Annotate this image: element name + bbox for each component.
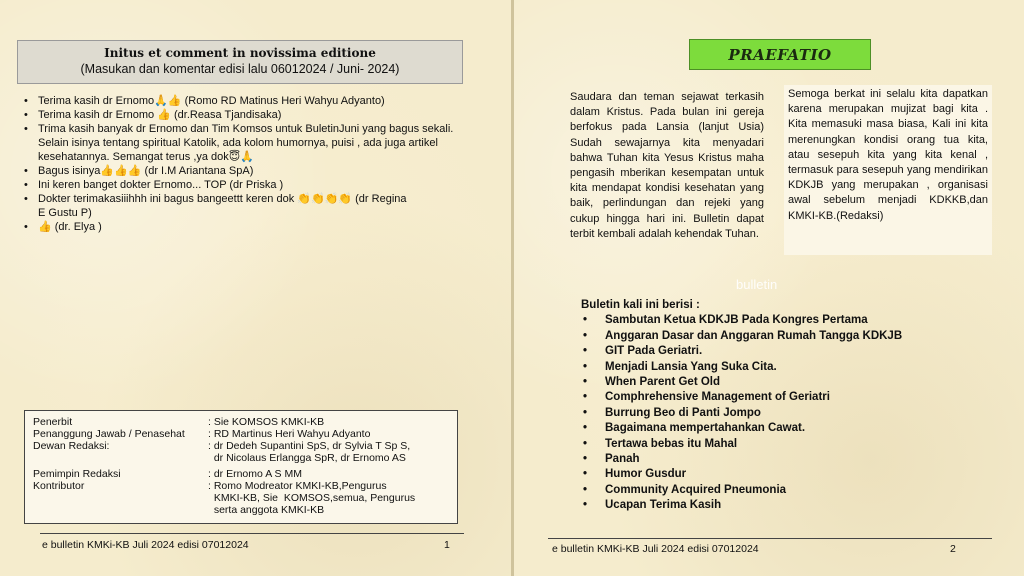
- folded-hands-icon: 🙏: [240, 150, 254, 163]
- contents-item: • Burrung Beo di Panti Jompo: [581, 406, 1001, 421]
- credit-row-kontributor-cont: [33, 492, 449, 504]
- credit-row-penanggung-jawab: [33, 428, 449, 440]
- credit-value: KMKI-KB, Sie KOMSOS,semua, Pengurus: [208, 492, 416, 504]
- page-1: [0, 0, 511, 576]
- page-number: 2: [950, 543, 956, 555]
- credit-value: : dr Ernomo A S MM: [208, 468, 302, 480]
- page-number: 1: [444, 539, 450, 551]
- contents-item: • GIT Pada Geriatri.: [581, 344, 1001, 359]
- clapping-hands-icon: 👏: [297, 192, 311, 205]
- masthead-box: [24, 410, 458, 524]
- contents-item: • Comphrehensive Management of Geriatri: [581, 390, 1001, 405]
- credit-value: serta anggota KMKI-KB: [208, 504, 325, 516]
- thumbs-up-icon: 👍: [38, 220, 52, 233]
- thumbs-up-icon: 👍: [127, 164, 142, 177]
- contents-item: • Humor Gusdur: [581, 467, 1001, 482]
- credit-row-kontributor: [33, 480, 449, 492]
- contents-item: • When Parent Get Old: [581, 375, 1001, 390]
- folded-hands-icon: 🙏: [154, 94, 168, 107]
- credit-row-penerbit: [33, 416, 449, 428]
- contents-item: • Bagaimana mempertahankan Cawat.: [581, 421, 1001, 436]
- comment-item: [24, 94, 454, 108]
- clapping-hands-icon: 👏: [324, 192, 339, 205]
- contents-item: • Tertawa bebas itu Mahal: [581, 437, 1001, 452]
- table-of-contents: [581, 298, 1001, 514]
- comment-author: (dr I.M Ariantana SpA): [141, 165, 254, 177]
- feedback-subtitle: (Masukan dan komentar edisi lalu 06012024 / Juni- 2024): [80, 62, 400, 76]
- contents-item: • Anggaran Dasar dan Anggaran Rumah Tangga KDKJB: [581, 329, 1001, 344]
- credit-label: Pemimpin Redaksi: [33, 468, 121, 480]
- credit-row-dewan-redaksi: [33, 440, 449, 452]
- contents-item: • Menjadi Lansia Yang Suka Cita.: [581, 360, 1001, 375]
- preface-column-left: Saudara dan teman sejawat terkasih dalam Kristus. Pada bulan ini gereja berfokus pada Lansia (lanjut Usia) Sudah sewajarnya kita menyadari bahwa Tuhan kita Yesus Kristus maha pengasih mberikan kesempatan untuk kita mendapat kondisi kesehatan yang baik, perlindungan dan rejeki yang cukup hingga hari ini. Bulletin dapat terbit kembali adalah kehendak Tuhan.: [570, 91, 764, 240]
- clapping-hands-icon: 👏: [310, 192, 325, 205]
- credit-label: Penerbit: [33, 416, 73, 428]
- comment-item: [24, 178, 454, 192]
- feedback-header-box: [17, 40, 463, 84]
- comment-author: (dr.Reasa Tjandisaka): [170, 109, 282, 121]
- credit-row-dewan-redaksi-cont: [33, 452, 449, 464]
- credit-label: Dewan Redaksi:: [33, 440, 110, 452]
- preface-column-right: Semoga berkat ini selalu kita dapatkan karena merupakan mujizat bagi kita . Kita memasuki masa biasa, Kali ini kita merenungkan kondisi orang tua kita, atau sesepuh kita yang kita kenal , termasuk para sesepuh yang mendirikan KDKJB yang merupakan , organisasi awal sebelum menjadi KDKKB,dan KMKI-KB.(Redaksi): [784, 85, 992, 255]
- comment-author: (Romo RD Matinus Heri Wahyu Adyanto): [181, 95, 385, 107]
- contents-list: [581, 313, 1001, 513]
- footer-divider: [548, 538, 992, 539]
- comment-text: Terima kasih dr Ernomo: [38, 109, 158, 121]
- credit-value: : Sie KOMSOS KMKI-KB: [208, 416, 325, 428]
- contents-heading: Buletin kali ini berisi :: [581, 299, 700, 311]
- credit-value: : RD Martinus Heri Wahyu Adyanto: [208, 428, 371, 440]
- comment-author: (dr. Elya ): [51, 221, 102, 233]
- credit-value: : dr Dedeh Supantini SpS, dr Sylvia T Sp S,: [208, 440, 411, 452]
- credit-row-kontributor-cont: [33, 504, 449, 516]
- footer-divider: [40, 533, 464, 534]
- page-2: [514, 0, 1024, 576]
- contents-item: • Community Acquired Pneumonia: [581, 483, 1001, 498]
- comment-item: [24, 108, 454, 122]
- credit-row-pemimpin-redaksi: [33, 468, 449, 480]
- clapping-hands-icon: 👏: [338, 192, 353, 205]
- contents-item: • Panah: [581, 452, 1001, 467]
- thumbs-up-icon: 👍: [100, 164, 115, 177]
- footer-text: e bulletin KMKi-KB Juli 2024 edisi 07012024: [42, 539, 249, 551]
- praefatio-title: PRAEFATIO: [728, 45, 832, 64]
- credit-value: : Romo Modreator KMKI-KB,Pengurus: [208, 480, 387, 492]
- comments-list: [24, 94, 454, 234]
- comment-text: Terima kasih dr Ernomo: [38, 95, 155, 107]
- credit-label: Kontributor: [33, 480, 85, 492]
- comment-item: [24, 220, 454, 234]
- contents-item: • Ucapan Terima Kasih: [581, 498, 1001, 513]
- feedback-title: Initus et comment in novissima editione: [104, 46, 376, 60]
- comment-text: Ini keren banget dokter Ernomo... TOP (dr Priska ): [38, 179, 284, 191]
- contents-item: • Sambutan Ketua KDKJB Pada Kongres Pertama: [581, 313, 1001, 328]
- credit-value: dr Nicolaus Erlangga SpR, dr Ernomo AS: [208, 452, 406, 464]
- praefatio-title-badge: [689, 39, 871, 70]
- comment-text: Bagus isinya: [38, 165, 101, 177]
- comment-item: [24, 192, 454, 220]
- credit-label: Penanggung Jawab / Penasehat: [33, 428, 185, 440]
- comment-item: [24, 122, 454, 164]
- watermark-text: bulletin: [736, 277, 778, 292]
- thumbs-up-icon: 👍: [157, 108, 171, 121]
- thumbs-up-icon: 👍: [167, 94, 182, 107]
- comment-text: Dokter terimakasiiihhh ini bagus bangeettt keren dok: [38, 193, 298, 205]
- smiling-face-halo-icon: 😇: [228, 150, 241, 163]
- comment-text: Trima kasih banyak dr Ernomo dan Tim Komsos untuk BuletinJuni yang bagus sekali. Selain isinya tentang spiritual Katolik, ada kolom humornya, puisi , ada juga artikel kesehatannya. Semangat terus ,ya dok: [38, 123, 454, 163]
- comment-item: [24, 164, 454, 178]
- thumbs-up-icon: 👍: [114, 164, 128, 177]
- footer-text: e bulletin KMKi-KB Juli 2024 edisi 07012024: [552, 543, 759, 555]
- comment-author: (dr Regina E Gustu P): [38, 193, 407, 219]
